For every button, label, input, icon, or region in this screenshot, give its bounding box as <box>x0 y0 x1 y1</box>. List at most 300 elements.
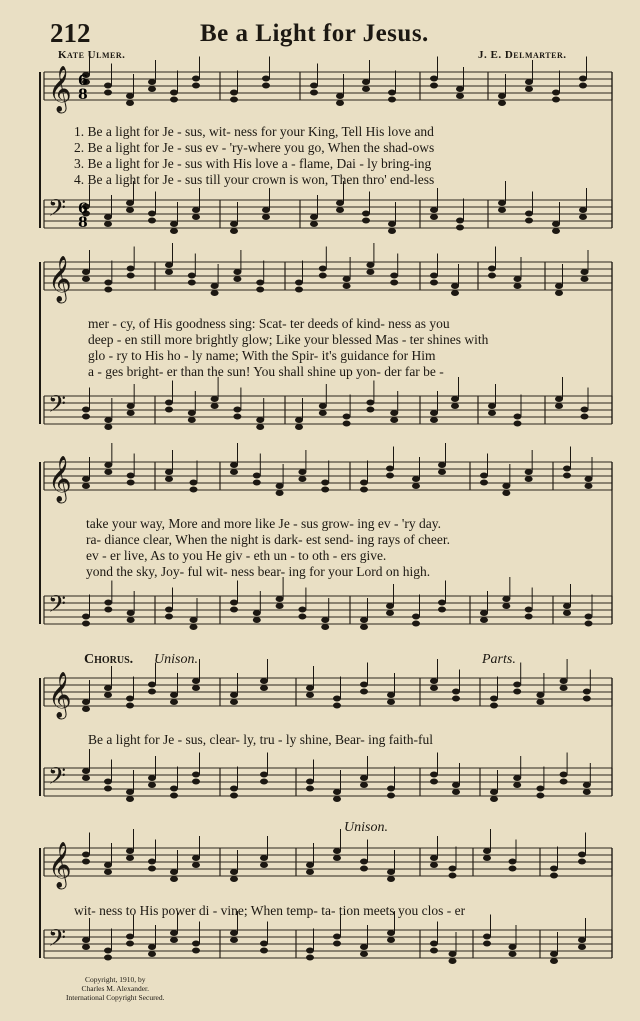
note-head <box>387 876 395 882</box>
note-head <box>298 469 306 475</box>
note-head <box>260 779 268 785</box>
note-head <box>390 280 398 286</box>
lyric-verse-2: ra- diance clear, When the night is dark- est send- ing rays of cheer. <box>86 532 450 547</box>
note-head <box>498 200 506 206</box>
note-head <box>536 793 544 799</box>
note-head <box>262 83 270 89</box>
note-head <box>148 944 156 950</box>
unison-label-2: Unison. <box>344 820 388 835</box>
note-head <box>82 775 90 781</box>
note-head <box>306 869 314 875</box>
note-head <box>550 873 558 879</box>
hymn-number: 212 <box>50 18 91 48</box>
copyright-line: Copyright, 1910, by <box>85 975 146 984</box>
note-head <box>211 290 219 296</box>
note-head <box>170 90 178 96</box>
note-head <box>321 487 329 493</box>
lyric-verse-2: deep - en still more brightly glow; Like your blessed Mas - ter shines with <box>88 332 489 347</box>
note-head <box>360 866 368 872</box>
note-head <box>253 473 261 479</box>
note-head <box>126 696 134 702</box>
note-head <box>230 786 238 792</box>
note-head <box>430 862 438 868</box>
time-signature: 8 <box>78 215 88 231</box>
note-head <box>490 796 498 802</box>
note-head <box>333 789 341 795</box>
note-head <box>387 869 395 875</box>
note-head <box>126 941 134 947</box>
note-head <box>233 269 241 275</box>
note-head <box>192 685 200 691</box>
note-head <box>127 410 135 416</box>
note-head <box>82 476 90 482</box>
note-head <box>550 866 558 872</box>
lyric-verse-1: mer - cy, of His goodness sing: Scat- ter deeds of kind- ness as you <box>88 316 450 331</box>
note-head <box>502 596 510 602</box>
note-head <box>170 937 178 943</box>
note-head <box>310 90 318 96</box>
note-head <box>449 873 457 879</box>
note-head <box>253 480 261 486</box>
system-2-lyrics <box>88 316 488 380</box>
note-head <box>170 869 178 875</box>
note-head <box>170 786 178 792</box>
system-1-lyrics <box>74 124 434 188</box>
note-head <box>148 218 156 224</box>
copyright-line: Charles M. Alexander. <box>81 984 149 993</box>
note-head <box>82 621 90 627</box>
note-head <box>550 951 558 957</box>
note-head <box>388 228 396 234</box>
note-head <box>82 937 90 943</box>
note-head <box>360 775 368 781</box>
note-head <box>104 692 112 698</box>
lyric-verse-1: take your way, More and more like Je - sus grow- ing ev - 'ry day. <box>86 516 441 531</box>
note-head <box>579 76 587 82</box>
note-head <box>82 276 90 282</box>
note-head <box>513 775 521 781</box>
note-head <box>165 400 173 406</box>
note-head <box>148 682 156 688</box>
note-head <box>456 218 464 224</box>
note-head <box>498 207 506 213</box>
note-head <box>260 678 268 684</box>
treble-clef-icon: 𝄞 <box>48 842 72 888</box>
chorus-lyrics-1: Be a light for Je - sus, clear- ly, tru - ly shine, Bear- ing faith-ful <box>88 732 433 747</box>
note-head <box>366 407 374 413</box>
note-head <box>483 941 491 947</box>
lyric-verse-2: 2. Be a light for Je - sus ev - 'ry-where you go, When the shad-ows <box>74 140 435 155</box>
note-head <box>387 937 395 943</box>
note-head <box>192 214 200 220</box>
note-head <box>386 603 394 609</box>
note-head <box>104 779 112 785</box>
note-head <box>276 596 284 602</box>
note-head <box>390 410 398 416</box>
note-head <box>321 617 329 623</box>
note-head <box>192 855 200 861</box>
note-head <box>104 862 112 868</box>
note-head <box>310 221 318 227</box>
note-head <box>170 930 178 936</box>
note-head <box>560 779 568 785</box>
note-head <box>298 607 306 613</box>
note-head <box>306 692 314 698</box>
note-head <box>452 689 460 695</box>
note-head <box>412 621 420 627</box>
note-head <box>578 944 586 950</box>
note-head <box>333 855 341 861</box>
note-head <box>170 699 178 705</box>
note-head <box>509 951 517 957</box>
note-head <box>233 414 241 420</box>
note-head <box>319 403 327 409</box>
note-head <box>513 682 521 688</box>
note-head <box>525 614 533 620</box>
note-head <box>563 473 571 479</box>
time-signature: 6 <box>78 201 88 217</box>
note-head <box>513 782 521 788</box>
note-head <box>336 200 344 206</box>
note-head <box>170 221 178 227</box>
note-head <box>390 273 398 279</box>
note-head <box>360 617 368 623</box>
note-head <box>563 603 571 609</box>
note-head <box>127 480 135 486</box>
note-head <box>336 100 344 106</box>
note-head <box>555 283 563 289</box>
note-head <box>438 607 446 613</box>
note-head <box>360 624 368 630</box>
note-head <box>452 696 460 702</box>
note-head <box>560 685 568 691</box>
note-head <box>127 617 135 623</box>
note-head <box>456 93 464 99</box>
note-head <box>550 958 558 964</box>
note-head <box>253 610 261 616</box>
note-head <box>579 83 587 89</box>
note-head <box>170 876 178 882</box>
note-head <box>552 97 560 103</box>
note-head <box>170 228 178 234</box>
treble-clef-icon: 𝄞 <box>48 672 72 718</box>
note-head <box>104 469 112 475</box>
note-head <box>333 941 341 947</box>
lyric-verse-3: ev - er live, As to you He giv - eth un - to oth - ers give. <box>86 548 387 563</box>
note-head <box>362 218 370 224</box>
note-head <box>514 283 522 289</box>
note-head <box>362 79 370 85</box>
note-head <box>104 287 112 293</box>
note-head <box>82 614 90 620</box>
note-head <box>276 490 284 496</box>
note-head <box>306 862 314 868</box>
note-head <box>82 414 90 420</box>
note-head <box>165 269 173 275</box>
note-head <box>388 97 396 103</box>
note-head <box>449 958 457 964</box>
note-head <box>449 951 457 957</box>
chorus-label: Chorus. <box>84 652 134 667</box>
lyricist-credit: Kate Ulmer. <box>58 49 126 61</box>
lyric-verse-4: 4. Be a light for Je - sus till your crown is won, Then thro' end-less <box>74 172 435 187</box>
note-head <box>230 869 238 875</box>
note-head <box>343 283 351 289</box>
lyric-verse-4: yond the sky, Joy- ful wit- ness bear- ing for your Lord on high. <box>86 564 431 579</box>
note-head <box>82 699 90 705</box>
note-head <box>483 934 491 940</box>
note-head <box>233 276 241 282</box>
note-head <box>319 410 327 416</box>
note-head <box>230 221 238 227</box>
note-head <box>104 955 112 961</box>
note-head <box>488 410 496 416</box>
note-head <box>412 483 420 489</box>
note-head <box>148 689 156 695</box>
note-head <box>165 407 173 413</box>
copyright-line: International Copyright Secured. <box>66 993 165 1002</box>
note-head <box>583 782 591 788</box>
treble-clef-icon: 𝄞 <box>48 256 72 302</box>
note-head <box>452 782 460 788</box>
note-head <box>583 789 591 795</box>
note-head <box>498 100 506 106</box>
note-head <box>295 280 303 286</box>
note-head <box>260 685 268 691</box>
note-head <box>366 262 374 268</box>
note-head <box>295 417 303 423</box>
note-head <box>127 473 135 479</box>
note-head <box>148 951 156 957</box>
note-head <box>230 699 238 705</box>
note-head <box>438 600 446 606</box>
note-head <box>483 855 491 861</box>
unison-label: Unison. <box>154 652 198 667</box>
note-head <box>430 941 438 947</box>
note-head <box>451 283 459 289</box>
note-head <box>253 617 261 623</box>
note-head <box>498 93 506 99</box>
note-head <box>578 859 586 865</box>
note-head <box>192 862 200 868</box>
note-head <box>104 462 112 468</box>
note-head <box>126 100 134 106</box>
note-head <box>82 407 90 413</box>
bass-clef-icon: 𝄢 <box>48 390 67 423</box>
note-head <box>104 607 112 613</box>
note-head <box>387 930 395 936</box>
note-head <box>126 934 134 940</box>
note-head <box>104 948 112 954</box>
note-head <box>483 848 491 854</box>
note-head <box>298 614 306 620</box>
note-head <box>230 692 238 698</box>
note-head <box>430 855 438 861</box>
note-head <box>310 214 318 220</box>
note-head <box>451 396 459 402</box>
note-head <box>256 287 264 293</box>
note-head <box>256 280 264 286</box>
note-head <box>585 614 593 620</box>
note-head <box>513 689 521 695</box>
note-head <box>230 90 238 96</box>
note-head <box>260 941 268 947</box>
note-head <box>585 476 593 482</box>
note-head <box>525 607 533 613</box>
note-head <box>456 225 464 231</box>
note-head <box>430 214 438 220</box>
note-head <box>192 83 200 89</box>
note-head <box>230 607 238 613</box>
treble-clef-icon: 𝄞 <box>48 66 72 112</box>
note-head <box>165 469 173 475</box>
note-head <box>583 689 591 695</box>
note-head <box>336 93 344 99</box>
system-3-lyrics <box>86 516 450 580</box>
note-head <box>230 469 238 475</box>
note-head <box>581 407 589 413</box>
copyright-notice <box>66 975 165 1002</box>
note-head <box>552 90 560 96</box>
note-head <box>360 487 368 493</box>
note-head <box>438 469 446 475</box>
note-head <box>360 944 368 950</box>
note-head <box>260 948 268 954</box>
note-head <box>230 876 238 882</box>
note-head <box>262 214 270 220</box>
note-head <box>386 466 394 472</box>
lyric-verse-3: 3. Be a light for Je - sus with His love a - flame, Dai - ly bring-ing <box>74 156 432 171</box>
note-head <box>488 266 496 272</box>
note-head <box>126 796 134 802</box>
note-head <box>310 83 318 89</box>
note-head <box>82 944 90 950</box>
note-head <box>536 692 544 698</box>
note-head <box>190 624 198 630</box>
note-head <box>188 280 196 286</box>
note-head <box>298 476 306 482</box>
note-head <box>256 424 264 430</box>
note-head <box>502 490 510 496</box>
note-head <box>211 403 219 409</box>
note-head <box>148 86 156 92</box>
note-head <box>360 682 368 688</box>
note-head <box>230 228 238 234</box>
note-head <box>386 473 394 479</box>
note-head <box>490 703 498 709</box>
note-head <box>509 866 517 872</box>
note-head <box>579 207 587 213</box>
note-head <box>555 290 563 296</box>
note-head <box>192 948 200 954</box>
note-head <box>82 483 90 489</box>
note-head <box>262 76 270 82</box>
note-head <box>126 93 134 99</box>
note-head <box>82 269 90 275</box>
note-head <box>387 793 395 799</box>
note-head <box>490 789 498 795</box>
note-head <box>165 262 173 268</box>
note-head <box>388 90 396 96</box>
note-head <box>306 786 314 792</box>
note-head <box>260 862 268 868</box>
note-head <box>127 610 135 616</box>
note-head <box>104 214 112 220</box>
note-head <box>82 852 90 858</box>
note-head <box>319 266 327 272</box>
note-head <box>555 396 563 402</box>
bass-clef-icon: 𝄢 <box>48 762 67 795</box>
note-head <box>192 76 200 82</box>
note-head <box>256 417 264 423</box>
note-head <box>578 937 586 943</box>
note-head <box>127 403 135 409</box>
note-head <box>502 603 510 609</box>
note-head <box>514 414 522 420</box>
note-head <box>230 462 238 468</box>
note-head <box>502 483 510 489</box>
note-head <box>387 699 395 705</box>
note-head <box>104 600 112 606</box>
note-head <box>230 793 238 799</box>
note-head <box>430 685 438 691</box>
note-head <box>563 466 571 472</box>
note-head <box>451 403 459 409</box>
note-head <box>104 786 112 792</box>
note-head <box>581 269 589 275</box>
note-head <box>555 403 563 409</box>
time-signature: 6 <box>78 73 88 89</box>
note-head <box>360 480 368 486</box>
note-head <box>188 410 196 416</box>
note-head <box>104 90 112 96</box>
note-head <box>360 859 368 865</box>
note-head <box>509 859 517 865</box>
note-head <box>552 228 560 234</box>
note-head <box>333 703 341 709</box>
bass-clef-icon: 𝄢 <box>48 590 67 623</box>
note-head <box>509 944 517 950</box>
note-head <box>230 930 238 936</box>
note-head <box>430 948 438 954</box>
note-head <box>581 276 589 282</box>
note-head <box>148 866 156 872</box>
note-head <box>514 276 522 282</box>
note-head <box>386 610 394 616</box>
note-head <box>579 214 587 220</box>
note-head <box>321 480 329 486</box>
note-head <box>360 951 368 957</box>
note-head <box>388 221 396 227</box>
note-head <box>585 483 593 489</box>
note-head <box>165 476 173 482</box>
note-head <box>276 483 284 489</box>
note-head <box>192 779 200 785</box>
note-head <box>525 469 533 475</box>
note-head <box>387 786 395 792</box>
note-head <box>536 699 544 705</box>
note-head <box>126 200 134 206</box>
note-head <box>276 603 284 609</box>
note-head <box>170 692 178 698</box>
note-head <box>343 421 351 427</box>
note-head <box>366 400 374 406</box>
note-head <box>148 859 156 865</box>
note-head <box>362 86 370 92</box>
note-head <box>480 617 488 623</box>
note-head <box>104 685 112 691</box>
note-head <box>449 866 457 872</box>
